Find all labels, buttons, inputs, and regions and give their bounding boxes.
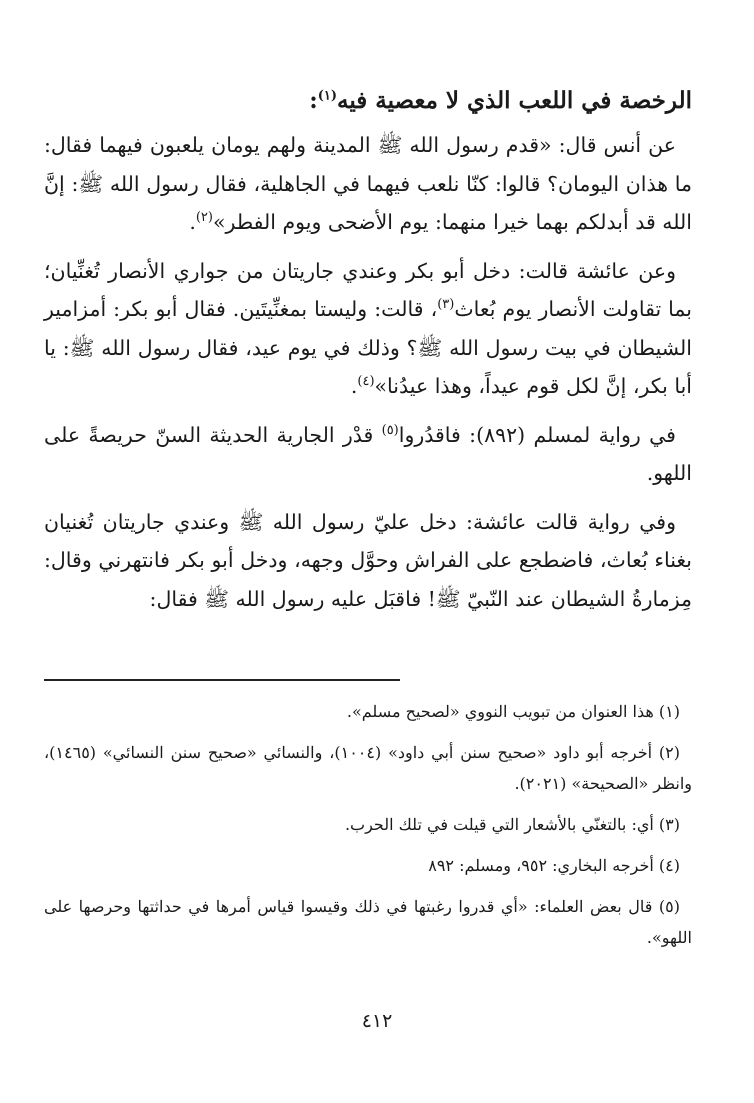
paragraph-text: وعن عائشة قالت: دخل أبو بكر وعندي جاريتان من جواري الأنصار تُغنِّيان؛ بما تقاولت الأنصار يوم بُعاث (44, 258, 692, 321)
paragraph-text: ، قالت: وليستا بمغنِّيتَين. فقال أبو بكر: أمزامير الشيطان في بيت رسول الله ﷺ؟ وذلك في يوم عيد، فقال رسول الله ﷺ: يا أبا بكر، إنَّ لكل قوم عيداً، وهذا عيدُنا» (44, 297, 692, 398)
paragraph-text: عن أنس قال: «قدم رسول الله ﷺ المدينة ولهم يومان يلعبون فيهما فقال: ما هذان اليومان؟ قالوا: كنّا نلعب فيهما في الجاهلية، فقال رسول الله ﷺ: إنَّ الله قد أبدلكم بهما خيرا منهما: يوم الأضحى ويوم الفطر» (44, 133, 692, 234)
paragraph (44, 252, 692, 406)
footnote-divider (44, 679, 400, 681)
paragraph (44, 126, 692, 242)
footnote-ref: (٣) (437, 297, 455, 313)
footnote-ref: (١) (317, 88, 338, 104)
paragraph (44, 503, 692, 619)
footnote: (٤) أخرجه البخاري: ٩٥٢، ومسلم: ٨٩٢ (428, 856, 680, 875)
section-heading (44, 84, 692, 118)
footnote-ref: (٢) (195, 210, 213, 226)
heading-text: الرخصة في اللعب الذي لا معصية فيه (337, 87, 692, 114)
paragraph-text: وفي رواية قالت عائشة: دخل عليّ رسول الله ﷺ وعندي جاريتان تُغنيان بغناء بُعاث، فاضطجع على الفراش وحوَّل وجهه، ودخل أبو بكر فانتهرني وقال: مِزمارةُ الشيطان عند النّبيّ ﷺ! فاقبَل عليه رسول الله ﷺ فقال: (44, 509, 692, 611)
paragraph-text: . (189, 210, 196, 234)
page-body (44, 84, 692, 1103)
footnote: (٣) أي: بالتغنّي بالأشعار التي قيلت في تلك الحرب. (344, 815, 680, 834)
footnote: (٢) أخرجه أبو داود «صحيح سنن أبي داود» (١٠٠٤)، والنسائي «صحيح سنن النسائي» (١٤٦٥)، وانظر «الصحيحة» (٢٠٢١). (44, 743, 692, 793)
footnote: (٥) قال بعض العلماء: «أي قدروا رغبتها في ذلك وقيسوا قياس أمرها في حداثتها وحرصها على اللهو». (44, 897, 692, 947)
footnote: (١) هذا العنوان من تبويب النووي «لصحيح مسلم». (346, 702, 680, 721)
paragraph (44, 416, 692, 493)
paragraph-text: قدْر الجارية الحديثة السنّ حريصةً على اللهو. (44, 422, 692, 485)
footnote-ref: (٥) (381, 422, 399, 438)
page-number: ٤١٢ (361, 1010, 393, 1032)
heading-suffix: : (309, 87, 318, 114)
footnote-ref: (٤) (357, 374, 375, 390)
footnotes (44, 696, 692, 963)
paragraph-text: . (350, 374, 358, 398)
paragraph-text: في رواية لمسلم (٨٩٢): فاقدُروا (398, 422, 676, 447)
